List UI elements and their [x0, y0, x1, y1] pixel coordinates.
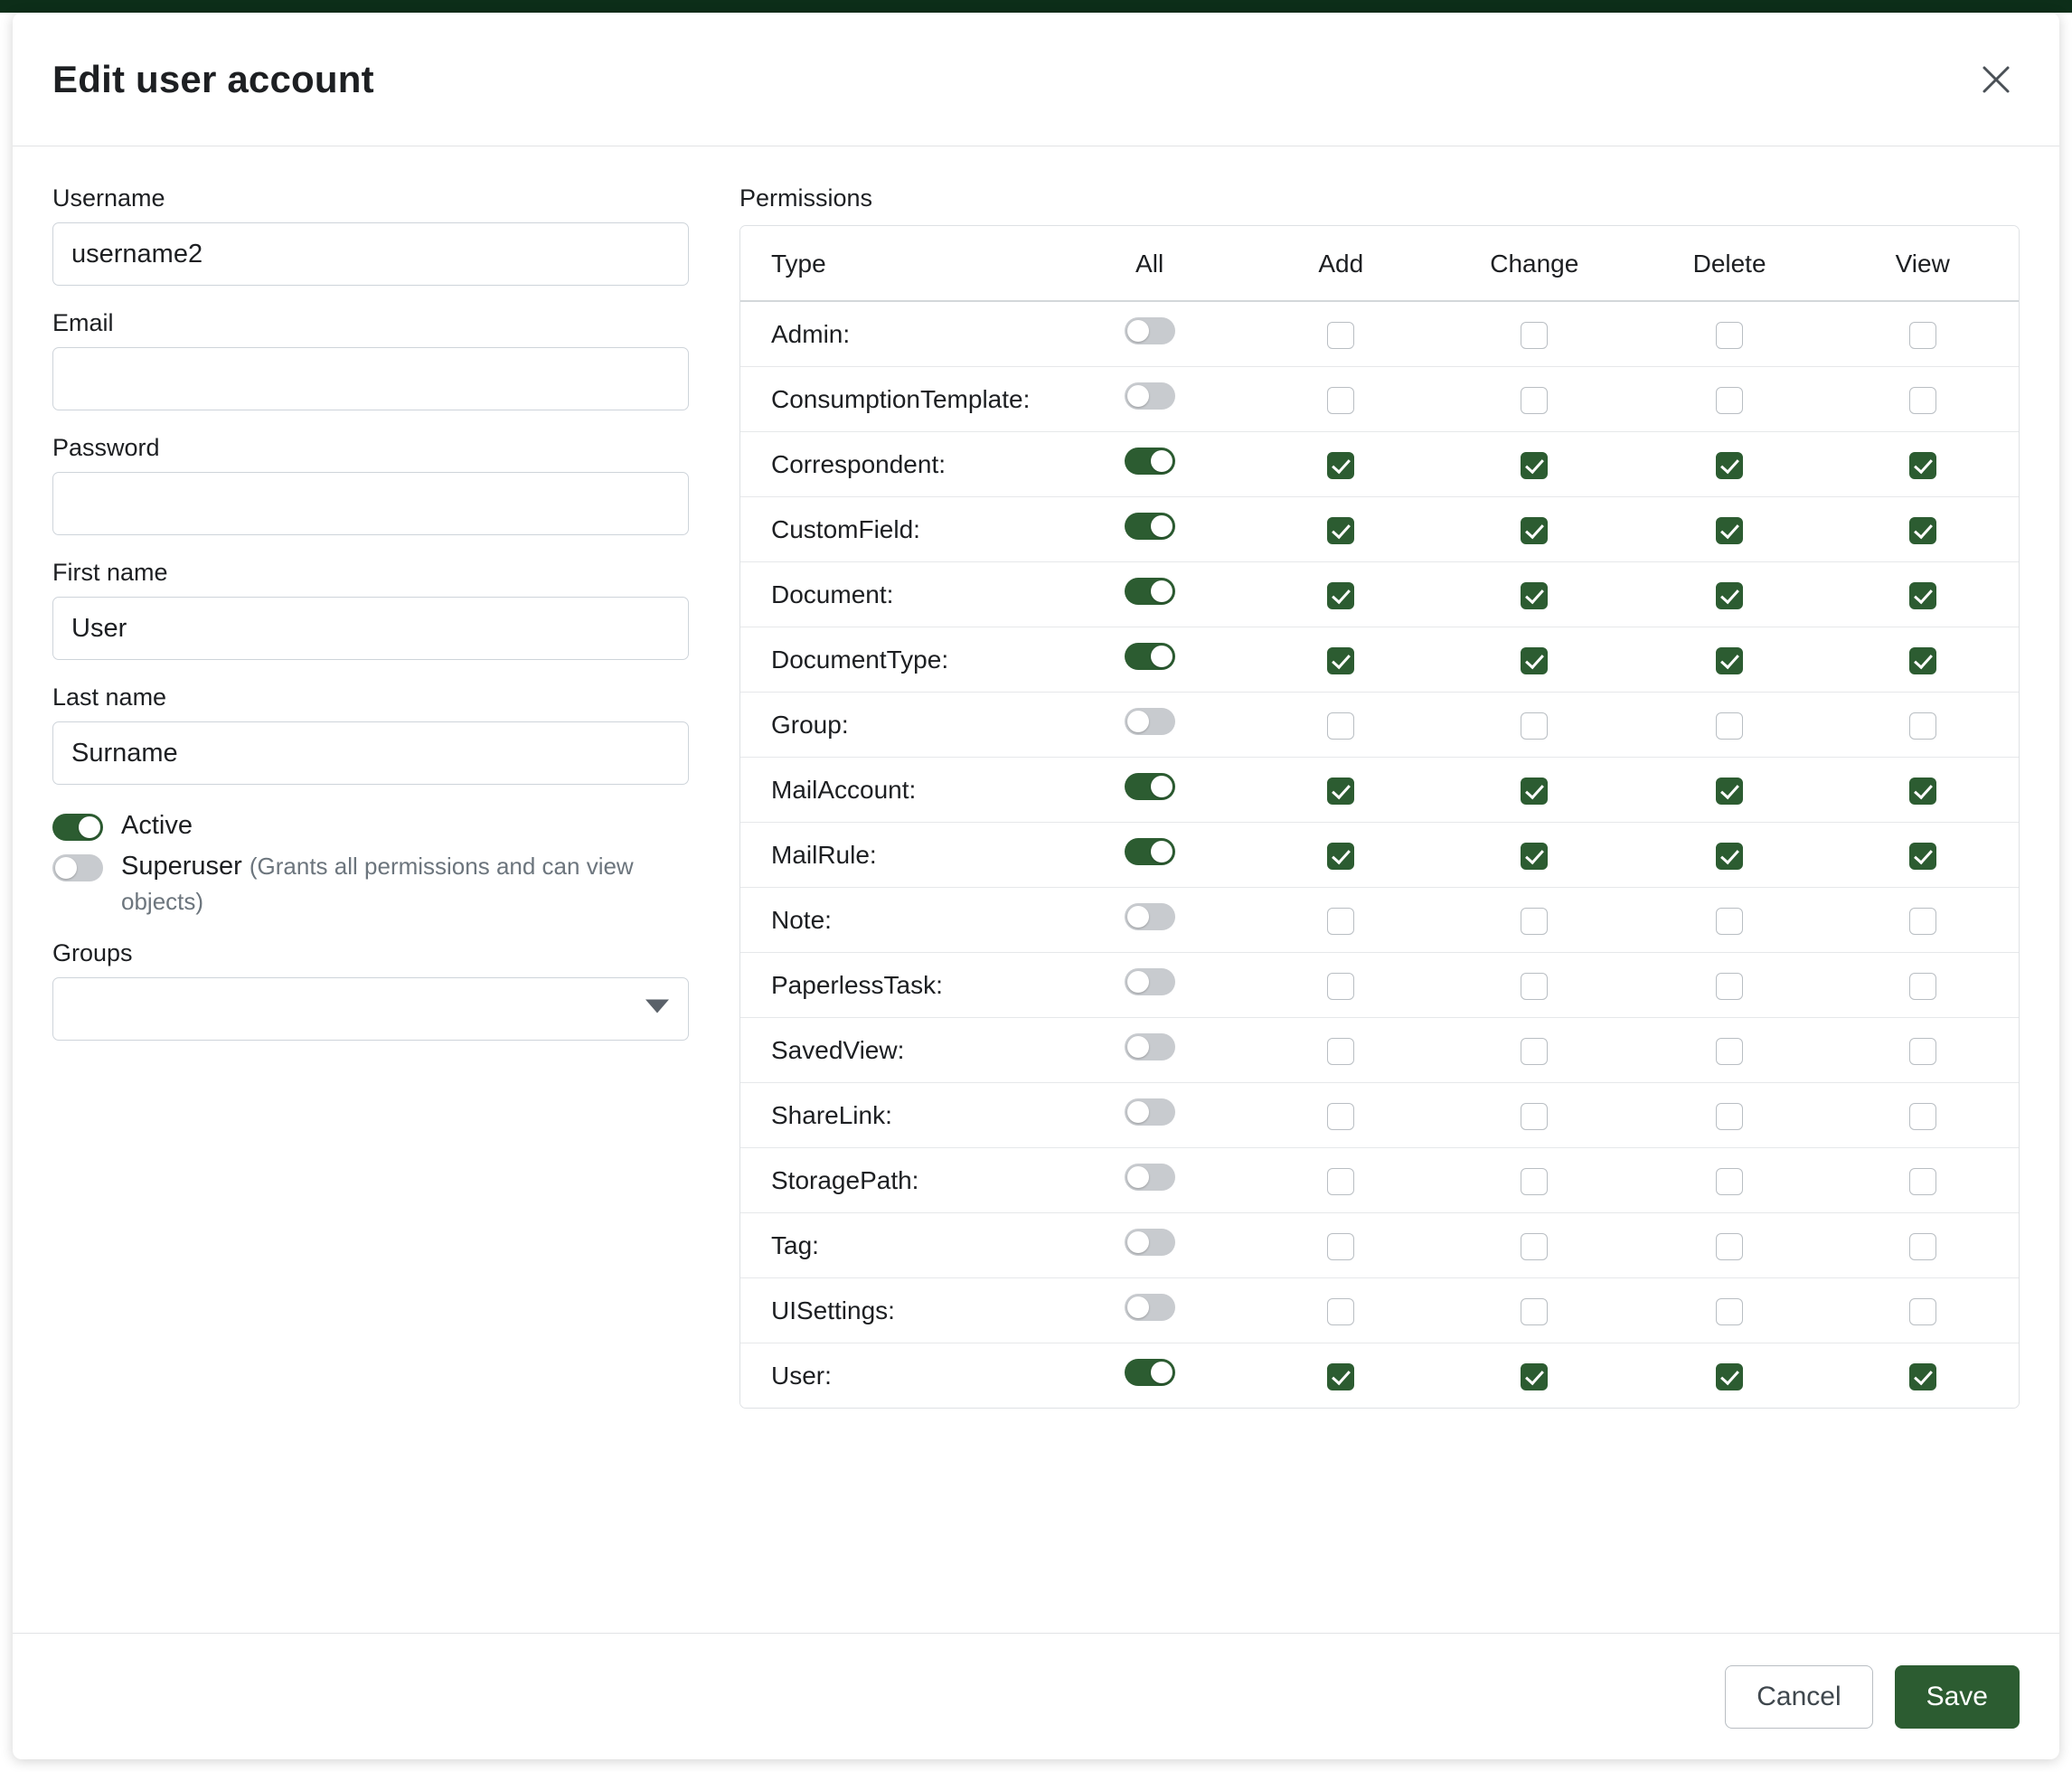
permission-add-checkbox[interactable]	[1327, 582, 1354, 609]
permission-all-cell	[1054, 432, 1246, 497]
permission-add-checkbox-cell	[1246, 1343, 1436, 1408]
permission-type-label: Tag:	[740, 1213, 1054, 1278]
permission-type-label: StoragePath:	[740, 1148, 1054, 1213]
first-name-field-group	[52, 559, 696, 660]
groups-select[interactable]	[52, 977, 689, 1041]
permission-view-checkbox-cell	[1826, 823, 2019, 888]
permission-add-checkbox[interactable]	[1327, 843, 1354, 870]
permission-all-cell	[1054, 627, 1246, 693]
permission-add-checkbox-cell	[1246, 627, 1436, 693]
permission-view-checkbox-cell	[1826, 302, 2019, 367]
permission-change-checkbox-cell	[1436, 693, 1633, 758]
email-field-group	[52, 309, 696, 410]
permission-view-checkbox-cell	[1826, 693, 2019, 758]
app-top-strip	[0, 0, 2072, 13]
permission-delete-checkbox[interactable]	[1716, 1168, 1743, 1195]
permission-view-checkbox[interactable]	[1909, 1363, 1936, 1390]
permission-all-toggle[interactable]	[1125, 513, 1175, 540]
permission-all-toggle[interactable]	[1125, 317, 1175, 344]
column-header-view: View	[1826, 226, 2019, 302]
permission-type-label: Correspondent:	[740, 432, 1054, 497]
permission-add-checkbox[interactable]	[1327, 1038, 1354, 1065]
permission-change-checkbox-cell	[1436, 1278, 1633, 1343]
dialog-header	[13, 13, 2059, 146]
permission-all-toggle[interactable]	[1125, 968, 1175, 995]
permission-add-checkbox-cell	[1246, 1148, 1436, 1213]
email-input[interactable]	[52, 347, 689, 410]
permission-delete-checkbox[interactable]	[1716, 1363, 1743, 1390]
permission-delete-checkbox-cell	[1633, 758, 1827, 823]
permission-add-checkbox-cell	[1246, 693, 1436, 758]
permissions-table-body	[740, 302, 2019, 1408]
groups-select-wrap	[52, 977, 689, 1041]
last-name-field-group	[52, 683, 696, 785]
permission-view-checkbox[interactable]	[1909, 322, 1936, 349]
permission-delete-checkbox[interactable]	[1716, 778, 1743, 805]
permission-all-cell	[1054, 367, 1246, 432]
table-row	[740, 497, 2019, 562]
column-header-add: Add	[1246, 226, 1436, 302]
permission-change-checkbox-cell	[1436, 497, 1633, 562]
permission-view-checkbox-cell	[1826, 888, 2019, 953]
permission-delete-checkbox-cell	[1633, 562, 1827, 627]
permission-change-checkbox-cell	[1436, 1343, 1633, 1408]
active-label-text: Active	[121, 811, 193, 840]
permission-view-checkbox-cell	[1826, 627, 2019, 693]
permission-all-cell	[1054, 302, 1246, 367]
permission-type-label: ConsumptionTemplate:	[740, 367, 1054, 432]
permission-all-toggle[interactable]	[1125, 1098, 1175, 1126]
table-row	[740, 1343, 2019, 1408]
permission-add-checkbox[interactable]	[1327, 387, 1354, 414]
permission-add-checkbox[interactable]	[1327, 322, 1354, 349]
active-toggle[interactable]	[52, 814, 103, 841]
column-header-change: Change	[1436, 226, 1633, 302]
permission-all-toggle[interactable]	[1125, 708, 1175, 735]
table-row	[740, 693, 2019, 758]
permission-type-label: UISettings:	[740, 1278, 1054, 1343]
permission-view-checkbox[interactable]	[1909, 908, 1936, 935]
table-row	[740, 1213, 2019, 1278]
password-field-group	[52, 434, 696, 535]
permissions-table-head	[740, 226, 2019, 302]
permission-type-label: User:	[740, 1343, 1054, 1408]
permission-type-label: Document:	[740, 562, 1054, 627]
permission-view-checkbox[interactable]	[1909, 387, 1936, 414]
permission-change-checkbox[interactable]	[1521, 1233, 1548, 1260]
superuser-toggle[interactable]	[52, 854, 103, 881]
permission-view-checkbox-cell	[1826, 758, 2019, 823]
table-row	[740, 888, 2019, 953]
permission-view-checkbox[interactable]	[1909, 843, 1936, 870]
permission-delete-checkbox-cell	[1633, 1213, 1827, 1278]
permission-delete-checkbox-cell	[1633, 1018, 1827, 1083]
permission-view-checkbox[interactable]	[1909, 1298, 1936, 1325]
permission-delete-checkbox[interactable]	[1716, 647, 1743, 674]
permission-delete-checkbox-cell	[1633, 953, 1827, 1018]
permission-change-checkbox-cell	[1436, 1018, 1633, 1083]
permission-add-checkbox[interactable]	[1327, 647, 1354, 674]
table-row	[740, 1278, 2019, 1343]
permission-add-checkbox-cell	[1246, 888, 1436, 953]
permission-add-checkbox-cell	[1246, 497, 1436, 562]
email-label: Email	[52, 309, 114, 336]
password-input[interactable]	[52, 472, 689, 535]
permission-all-toggle[interactable]	[1125, 773, 1175, 800]
permission-all-cell	[1054, 1278, 1246, 1343]
permission-delete-checkbox[interactable]	[1716, 1298, 1743, 1325]
permission-view-checkbox-cell	[1826, 1018, 2019, 1083]
permissions-table	[739, 225, 2020, 1409]
permission-add-checkbox-cell	[1246, 1083, 1436, 1148]
permission-delete-checkbox-cell	[1633, 693, 1827, 758]
permission-all-cell	[1054, 562, 1246, 627]
username-label: Username	[52, 184, 165, 212]
permission-view-checkbox-cell	[1826, 1083, 2019, 1148]
column-header-delete: Delete	[1633, 226, 1827, 302]
permission-add-checkbox[interactable]	[1327, 712, 1354, 740]
permission-all-cell	[1054, 693, 1246, 758]
permission-delete-checkbox[interactable]	[1716, 908, 1743, 935]
permission-delete-checkbox[interactable]	[1716, 387, 1743, 414]
permission-add-checkbox-cell	[1246, 953, 1436, 1018]
permission-delete-checkbox[interactable]	[1716, 1038, 1743, 1065]
permission-delete-checkbox[interactable]	[1716, 452, 1743, 479]
save-button[interactable]: Save	[1895, 1665, 2020, 1729]
permission-view-checkbox[interactable]	[1909, 647, 1936, 674]
permission-type-label: PaperlessTask:	[740, 953, 1054, 1018]
permission-change-checkbox[interactable]	[1521, 322, 1548, 349]
permission-type-label: Note:	[740, 888, 1054, 953]
permission-delete-checkbox[interactable]	[1716, 517, 1743, 544]
permission-all-toggle[interactable]	[1125, 1359, 1175, 1386]
cancel-button[interactable]: Cancel	[1725, 1665, 1872, 1729]
permission-delete-checkbox[interactable]	[1716, 322, 1743, 349]
permission-view-checkbox[interactable]	[1909, 1168, 1936, 1195]
username-field-group	[52, 184, 696, 286]
permission-view-checkbox[interactable]	[1909, 517, 1936, 544]
permission-change-checkbox-cell	[1436, 823, 1633, 888]
table-row	[740, 367, 2019, 432]
permission-add-checkbox[interactable]	[1327, 973, 1354, 1000]
permission-all-cell	[1054, 1213, 1246, 1278]
permission-add-checkbox[interactable]	[1327, 908, 1354, 935]
permission-type-label: DocumentType:	[740, 627, 1054, 693]
permission-delete-checkbox-cell	[1633, 1278, 1827, 1343]
permission-all-toggle[interactable]	[1125, 382, 1175, 410]
permission-view-checkbox[interactable]	[1909, 778, 1936, 805]
permission-change-checkbox[interactable]	[1521, 778, 1548, 805]
permission-add-checkbox-cell	[1246, 1278, 1436, 1343]
edit-user-account-dialog	[13, 13, 2059, 1759]
permission-change-checkbox[interactable]	[1521, 1103, 1548, 1130]
permission-view-checkbox[interactable]	[1909, 1233, 1936, 1260]
column-header-all: All	[1054, 226, 1246, 302]
permission-delete-checkbox[interactable]	[1716, 843, 1743, 870]
permission-view-checkbox[interactable]	[1909, 973, 1936, 1000]
permission-add-checkbox[interactable]	[1327, 452, 1354, 479]
permission-view-checkbox-cell	[1826, 497, 2019, 562]
permission-delete-checkbox[interactable]	[1716, 1233, 1743, 1260]
permission-all-cell	[1054, 1148, 1246, 1213]
dialog-body	[13, 146, 2059, 1633]
permission-all-cell	[1054, 1083, 1246, 1148]
table-row	[740, 1018, 2019, 1083]
active-toggle-label	[121, 808, 193, 844]
permission-change-checkbox[interactable]	[1521, 387, 1548, 414]
permission-all-cell	[1054, 888, 1246, 953]
permission-change-checkbox-cell	[1436, 562, 1633, 627]
permission-add-checkbox-cell	[1246, 1213, 1436, 1278]
permission-all-cell	[1054, 758, 1246, 823]
permission-delete-checkbox-cell	[1633, 302, 1827, 367]
permission-delete-checkbox-cell	[1633, 888, 1827, 953]
user-details-form	[52, 184, 696, 1633]
permission-type-label: Group:	[740, 693, 1054, 758]
first-name-input[interactable]	[52, 597, 689, 660]
permission-all-toggle[interactable]	[1125, 1033, 1175, 1060]
permission-all-cell	[1054, 1018, 1246, 1083]
dialog-footer	[13, 1633, 2059, 1759]
permission-add-checkbox-cell	[1246, 758, 1436, 823]
permission-add-checkbox[interactable]	[1327, 1168, 1354, 1195]
table-row	[740, 953, 2019, 1018]
permission-view-checkbox-cell	[1826, 1148, 2019, 1213]
permission-add-checkbox[interactable]	[1327, 1103, 1354, 1130]
permission-view-checkbox[interactable]	[1909, 582, 1936, 609]
permission-add-checkbox[interactable]	[1327, 1233, 1354, 1260]
permission-view-checkbox-cell	[1826, 432, 2019, 497]
permissions-header-row	[740, 226, 2019, 302]
table-row	[740, 432, 2019, 497]
permission-add-checkbox[interactable]	[1327, 1363, 1354, 1390]
permission-type-label: ShareLink:	[740, 1083, 1054, 1148]
permission-all-toggle[interactable]	[1125, 1164, 1175, 1191]
permission-all-cell	[1054, 497, 1246, 562]
permission-delete-checkbox[interactable]	[1716, 712, 1743, 740]
permission-type-label: CustomField:	[740, 497, 1054, 562]
superuser-label-text: Superuser	[121, 852, 242, 881]
permission-change-checkbox[interactable]	[1521, 517, 1548, 544]
permission-all-toggle[interactable]	[1125, 903, 1175, 930]
permission-all-toggle[interactable]	[1125, 643, 1175, 670]
permissions-panel	[739, 184, 2020, 1633]
permission-change-checkbox-cell	[1436, 627, 1633, 693]
column-header-type: Type	[740, 226, 1054, 302]
permission-delete-checkbox-cell	[1633, 823, 1827, 888]
permission-delete-checkbox-cell	[1633, 1148, 1827, 1213]
table-row	[740, 823, 2019, 888]
permission-change-checkbox-cell	[1436, 1213, 1633, 1278]
permission-all-toggle[interactable]	[1125, 578, 1175, 605]
superuser-toggle-row	[52, 849, 696, 919]
permission-view-checkbox[interactable]	[1909, 712, 1936, 740]
permission-type-label: MailRule:	[740, 823, 1054, 888]
permission-all-toggle[interactable]	[1125, 448, 1175, 475]
permission-type-label: SavedView:	[740, 1018, 1054, 1083]
permission-view-checkbox-cell	[1826, 1343, 2019, 1408]
permission-change-checkbox[interactable]	[1521, 712, 1548, 740]
table-row	[740, 302, 2019, 367]
permission-change-checkbox-cell	[1436, 432, 1633, 497]
active-toggle-row	[52, 808, 696, 844]
table-row	[740, 627, 2019, 693]
permission-view-checkbox-cell	[1826, 1278, 2019, 1343]
permission-view-checkbox-cell	[1826, 1213, 2019, 1278]
permission-change-checkbox-cell	[1436, 302, 1633, 367]
table-row	[740, 758, 2019, 823]
permission-change-checkbox[interactable]	[1521, 1363, 1548, 1390]
permission-view-checkbox[interactable]	[1909, 1103, 1936, 1130]
permission-add-checkbox-cell	[1246, 1018, 1436, 1083]
permission-add-checkbox[interactable]	[1327, 778, 1354, 805]
permission-change-checkbox-cell	[1436, 367, 1633, 432]
permission-change-checkbox[interactable]	[1521, 1298, 1548, 1325]
permission-all-cell	[1054, 823, 1246, 888]
table-row	[740, 1083, 2019, 1148]
permission-change-checkbox[interactable]	[1521, 1038, 1548, 1065]
permission-add-checkbox-cell	[1246, 562, 1436, 627]
permission-change-checkbox[interactable]	[1521, 908, 1548, 935]
permission-change-checkbox[interactable]	[1521, 647, 1548, 674]
permission-all-toggle[interactable]	[1125, 1229, 1175, 1256]
permission-change-checkbox-cell	[1436, 758, 1633, 823]
permission-all-cell	[1054, 1343, 1246, 1408]
permission-change-checkbox-cell	[1436, 1083, 1633, 1148]
password-label: Password	[52, 434, 160, 461]
groups-label: Groups	[52, 939, 133, 967]
permission-delete-checkbox-cell	[1633, 367, 1827, 432]
superuser-hint-text: (Grants all permissions and can view objects)	[121, 853, 634, 916]
permission-add-checkbox-cell	[1246, 302, 1436, 367]
permission-add-checkbox-cell	[1246, 823, 1436, 888]
permission-change-checkbox[interactable]	[1521, 1168, 1548, 1195]
permission-change-checkbox[interactable]	[1521, 973, 1548, 1000]
permission-view-checkbox-cell	[1826, 953, 2019, 1018]
table-row	[740, 562, 2019, 627]
table-row	[740, 1148, 2019, 1213]
permission-type-label: Admin:	[740, 302, 1054, 367]
permission-delete-checkbox[interactable]	[1716, 973, 1743, 1000]
permission-delete-checkbox-cell	[1633, 432, 1827, 497]
permission-add-checkbox[interactable]	[1327, 1298, 1354, 1325]
permission-delete-checkbox-cell	[1633, 1083, 1827, 1148]
permission-type-label: MailAccount:	[740, 758, 1054, 823]
permission-all-toggle[interactable]	[1125, 1294, 1175, 1321]
permission-change-checkbox-cell	[1436, 888, 1633, 953]
permission-view-checkbox-cell	[1826, 562, 2019, 627]
permission-delete-checkbox[interactable]	[1716, 582, 1743, 609]
groups-field-group	[52, 939, 696, 1041]
permission-all-cell	[1054, 953, 1246, 1018]
permission-add-checkbox-cell	[1246, 367, 1436, 432]
permission-change-checkbox-cell	[1436, 953, 1633, 1018]
permission-view-checkbox[interactable]	[1909, 1038, 1936, 1065]
permission-change-checkbox[interactable]	[1521, 452, 1548, 479]
permission-view-checkbox-cell	[1826, 367, 2019, 432]
permission-change-checkbox-cell	[1436, 1148, 1633, 1213]
permission-delete-checkbox-cell	[1633, 497, 1827, 562]
permission-delete-checkbox-cell	[1633, 627, 1827, 693]
last-name-input[interactable]	[52, 721, 689, 785]
permissions-title: Permissions	[739, 184, 873, 212]
permission-delete-checkbox-cell	[1633, 1343, 1827, 1408]
close-icon[interactable]	[1973, 56, 2020, 103]
permission-view-checkbox[interactable]	[1909, 452, 1936, 479]
permission-change-checkbox[interactable]	[1521, 843, 1548, 870]
permission-all-toggle[interactable]	[1125, 838, 1175, 865]
last-name-label: Last name	[52, 683, 167, 711]
dialog-title: Edit user account	[52, 57, 374, 100]
username-input[interactable]	[52, 222, 689, 286]
permission-delete-checkbox[interactable]	[1716, 1103, 1743, 1130]
permission-add-checkbox[interactable]	[1327, 517, 1354, 544]
first-name-label: First name	[52, 559, 168, 586]
permission-change-checkbox[interactable]	[1521, 582, 1548, 609]
permission-add-checkbox-cell	[1246, 432, 1436, 497]
superuser-toggle-label	[121, 849, 673, 919]
